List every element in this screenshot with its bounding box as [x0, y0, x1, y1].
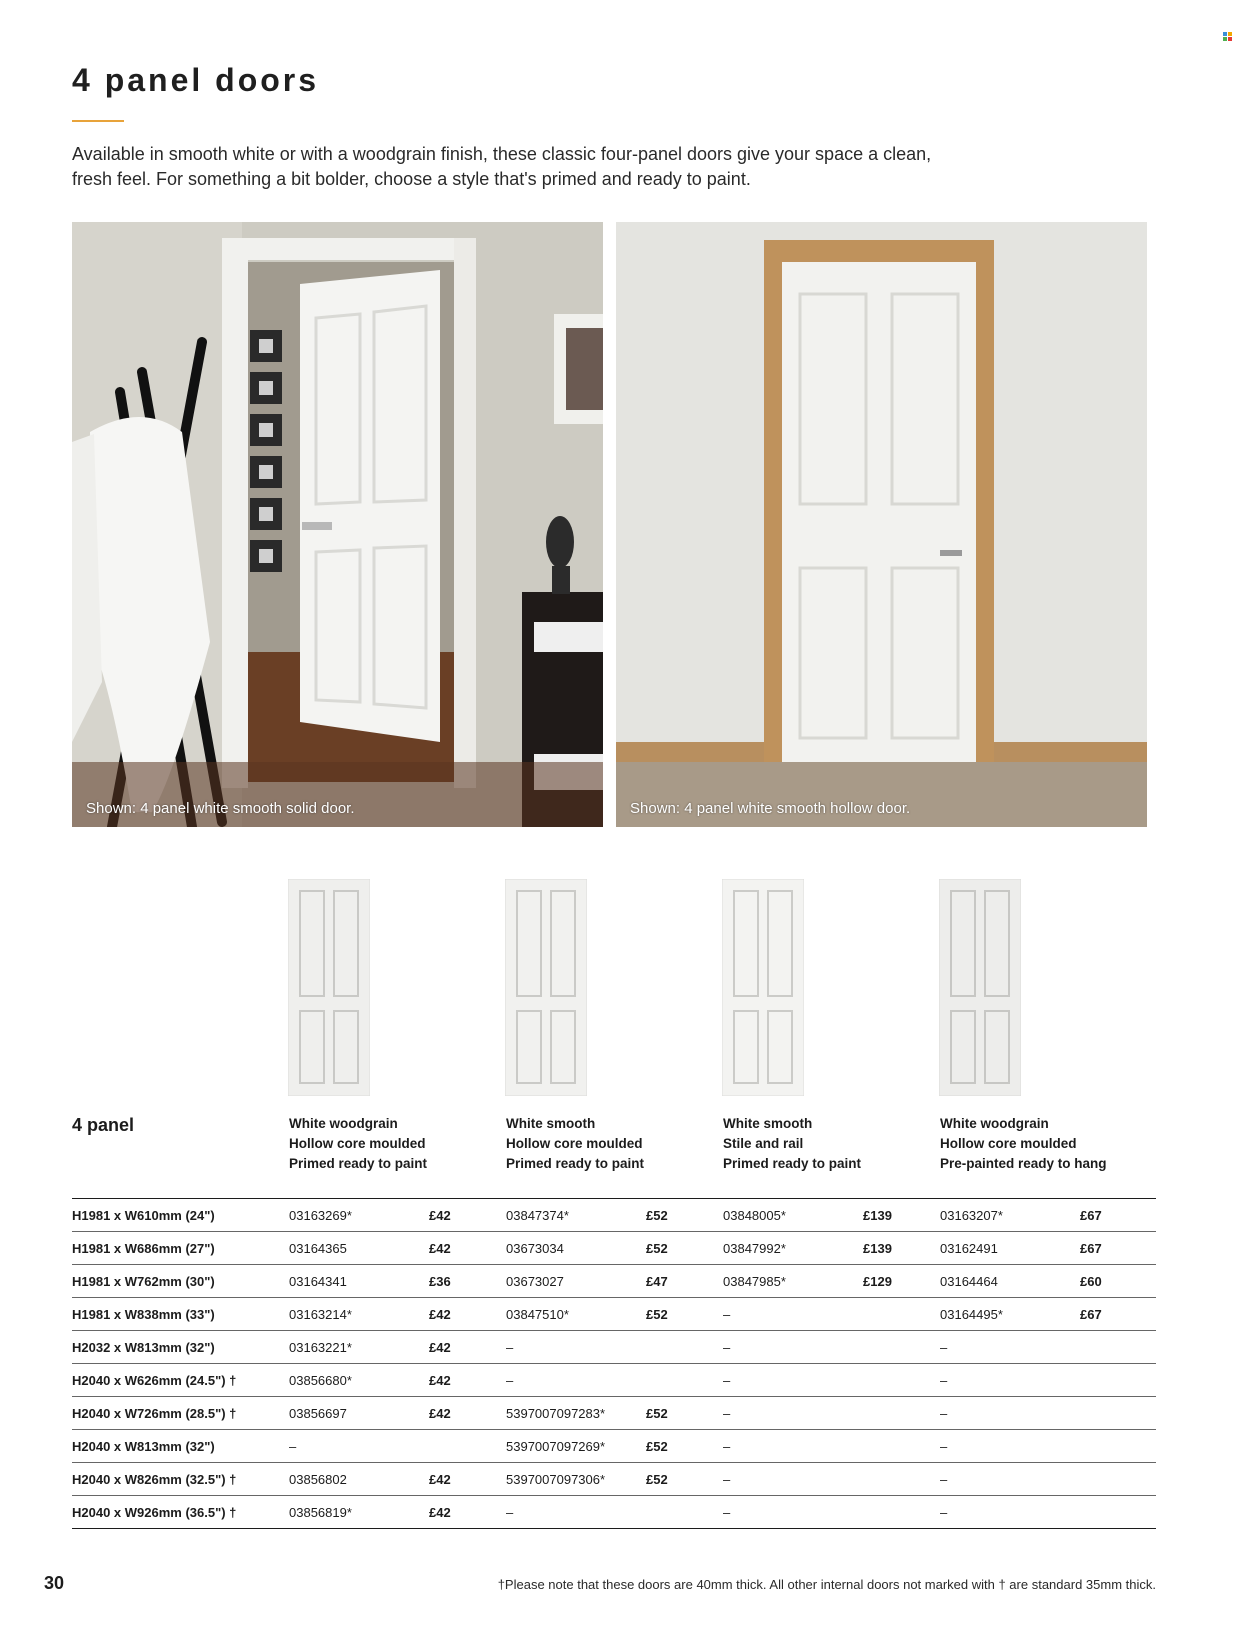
product-code: – [940, 1472, 948, 1487]
table-row [72, 1265, 1156, 1298]
page-number: 30 [44, 1573, 65, 1593]
brand-logo [1223, 32, 1233, 42]
door-size: H2032 x W813mm (32") [72, 1340, 215, 1355]
product-code: 03856697 [289, 1406, 347, 1421]
product-code: – [289, 1439, 297, 1454]
price: £42 [429, 1406, 451, 1421]
footnote: †Please note that these doors are 40mm thick. All other internal doors not marked with † are standard 35mm thick. [497, 1577, 1156, 1592]
variant-header-line: Hollow core moulded [940, 1136, 1077, 1151]
product-code: – [940, 1340, 948, 1355]
product-code: 5397007097283* [506, 1406, 606, 1421]
table-row [72, 1496, 1156, 1529]
product-code: 03164495* [940, 1307, 1003, 1322]
product-code: – [723, 1307, 731, 1322]
door-size: H2040 x W813mm (32") [72, 1439, 215, 1454]
photo-caption: Shown: 4 panel white smooth solid door. [86, 800, 355, 817]
variant-header-line: Stile and rail [723, 1136, 804, 1151]
product-code: 03847510* [506, 1307, 569, 1322]
table-row [72, 1199, 1156, 1232]
price: £129 [863, 1274, 892, 1289]
product-code: 03164464 [940, 1274, 998, 1289]
product-code: 03163221* [289, 1340, 352, 1355]
door-size: H1981 x W838mm (33") [72, 1307, 215, 1322]
title-accent-rule [72, 120, 124, 122]
price: £42 [429, 1307, 451, 1322]
variant-header-line: White woodgrain [289, 1116, 398, 1131]
product-code: – [723, 1439, 731, 1454]
product-code: 5397007097306* [506, 1472, 606, 1487]
price: £52 [646, 1406, 668, 1421]
table-section-label: 4 panel [72, 1115, 135, 1135]
price: £52 [646, 1307, 668, 1322]
product-code: 03164365 [289, 1241, 347, 1256]
price: £60 [1080, 1274, 1102, 1289]
variant-header-line: White smooth [723, 1116, 813, 1131]
price: £139 [863, 1208, 892, 1223]
product-code: – [723, 1373, 731, 1388]
intro-paragraph: Available in smooth white or with a woodgrain finish, these classic four-panel doors give your space a clean, fresh feel. For something a bit bolder, choose a style that's primed and ready to paint. [72, 144, 932, 189]
product-code: – [506, 1340, 514, 1355]
door-size: H1981 x W686mm (27") [72, 1241, 215, 1256]
variant-header-line: White woodgrain [940, 1116, 1049, 1131]
product-code: 03163207* [940, 1208, 1003, 1223]
variant-header [940, 1114, 1107, 1174]
product-code: 03856819* [289, 1505, 352, 1520]
product-code: 03162491 [940, 1241, 998, 1256]
door-thumbnail-white-smooth-primed [505, 879, 587, 1096]
product-code: 03847985* [723, 1274, 786, 1289]
product-code: – [506, 1505, 514, 1520]
table-row [72, 1364, 1156, 1397]
product-code: – [506, 1373, 514, 1388]
variant-header-line: Primed ready to paint [723, 1156, 862, 1171]
product-code: – [940, 1505, 948, 1520]
product-code: 03163269* [289, 1208, 352, 1223]
photo-hollow-door [616, 222, 1147, 827]
table-row [72, 1463, 1156, 1496]
variant-header [289, 1114, 427, 1174]
door-size: H2040 x W826mm (32.5") † [72, 1472, 237, 1487]
variant-header-line: Hollow core moulded [506, 1136, 643, 1151]
product-code: – [723, 1505, 731, 1520]
product-code: 03848005* [723, 1208, 786, 1223]
product-code: – [940, 1406, 948, 1421]
door-size: H2040 x W726mm (28.5") † [72, 1406, 237, 1421]
product-code: – [723, 1340, 731, 1355]
price: £52 [646, 1439, 668, 1454]
price: £52 [646, 1472, 668, 1487]
price: £52 [646, 1241, 668, 1256]
product-code: – [940, 1439, 948, 1454]
door-thumbnail-white-smooth-stile-rail [722, 879, 804, 1096]
variant-header-line: White smooth [506, 1116, 596, 1131]
product-code: 03847992* [723, 1241, 786, 1256]
price: £42 [429, 1340, 451, 1355]
door-size: H1981 x W762mm (30") [72, 1274, 215, 1289]
product-code: 03673027 [506, 1274, 564, 1289]
price: £42 [429, 1505, 451, 1520]
door-size: H1981 x W610mm (24") [72, 1208, 215, 1223]
product-code: 03847374* [506, 1208, 569, 1223]
page-title: 4 panel doors [72, 62, 320, 98]
price-table [72, 1198, 1156, 1529]
price: £139 [863, 1241, 892, 1256]
product-code: 03856802 [289, 1472, 347, 1487]
price: £42 [429, 1373, 451, 1388]
table-row [72, 1298, 1156, 1331]
photo-solid-door [72, 222, 603, 827]
door-size: H2040 x W926mm (36.5") † [72, 1505, 237, 1520]
variant-header-line: Hollow core moulded [289, 1136, 426, 1151]
product-code: – [723, 1406, 731, 1421]
price: £42 [429, 1472, 451, 1487]
product-code: 03164341 [289, 1274, 347, 1289]
price: £67 [1080, 1241, 1102, 1256]
variant-header-line: Primed ready to paint [506, 1156, 645, 1171]
price: £36 [429, 1274, 451, 1289]
product-code: 5397007097269* [506, 1439, 606, 1454]
variant-header [723, 1114, 861, 1174]
price: £47 [646, 1274, 668, 1289]
table-row [72, 1397, 1156, 1430]
table-row [72, 1331, 1156, 1364]
photo-caption: Shown: 4 panel white smooth hollow door. [630, 800, 911, 817]
price: £52 [646, 1208, 668, 1223]
price: £42 [429, 1208, 451, 1223]
door-thumbnail-white-woodgrain-primed [288, 879, 370, 1096]
product-code: 03163214* [289, 1307, 352, 1322]
price: £67 [1080, 1208, 1102, 1223]
door-size: H2040 x W626mm (24.5") † [72, 1373, 237, 1388]
product-code: – [940, 1373, 948, 1388]
variant-header-line: Primed ready to paint [289, 1156, 428, 1171]
variant-header-line: Pre-painted ready to hang [940, 1156, 1107, 1171]
price: £67 [1080, 1307, 1102, 1322]
product-code: 03673034 [506, 1241, 564, 1256]
table-row [72, 1232, 1156, 1265]
door-thumbnail-white-woodgrain-prepainted [939, 879, 1021, 1096]
price: £42 [429, 1241, 451, 1256]
product-code: – [723, 1472, 731, 1487]
variant-header [506, 1114, 644, 1174]
table-row [72, 1430, 1156, 1463]
product-code: 03856680* [289, 1373, 352, 1388]
